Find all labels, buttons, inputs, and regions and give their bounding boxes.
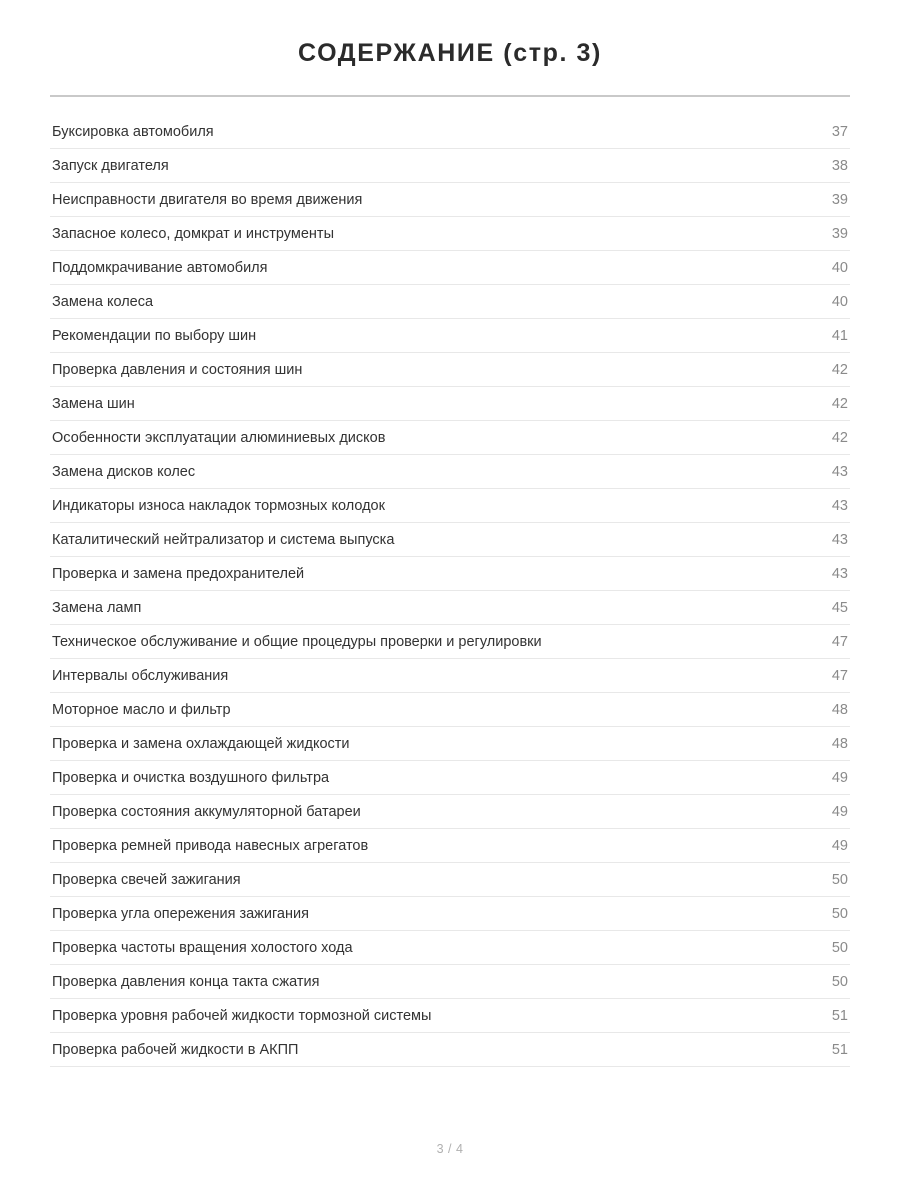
toc-entry-label: Проверка и замена охлаждающей жидкости (52, 736, 350, 753)
toc-entry-page-number: 49 (831, 770, 848, 787)
toc-entry-label: Замена ламп (52, 600, 142, 617)
toc-row[interactable] (50, 1033, 850, 1067)
toc-entry-page-number: 40 (831, 294, 848, 311)
toc-entry-page-number: 48 (831, 736, 848, 753)
toc-entry-label: Замена шин (52, 396, 135, 413)
toc-entry-page-number: 49 (831, 804, 848, 821)
toc-entry-label: Запасное колесо, домкрат и инструменты (52, 226, 334, 243)
toc-row[interactable] (50, 489, 850, 523)
toc-entry-label: Проверка давления конца такта сжатия (52, 974, 320, 991)
toc-row[interactable] (50, 965, 850, 999)
toc-row[interactable] (50, 999, 850, 1033)
toc-entry-label: Поддомкрачивание автомобиля (52, 260, 268, 277)
toc-row[interactable] (50, 557, 850, 591)
page-footer: 3 / 4 (436, 1142, 464, 1156)
toc-row[interactable] (50, 931, 850, 965)
toc-entry-page-number: 41 (831, 328, 848, 345)
toc-row[interactable] (50, 115, 850, 149)
toc-entry-page-number: 50 (831, 974, 848, 991)
toc-row[interactable] (50, 387, 850, 421)
toc-row[interactable] (50, 183, 850, 217)
toc-row[interactable] (50, 659, 850, 693)
toc-entry-label: Интервалы обслуживания (52, 668, 229, 685)
toc-row[interactable] (50, 693, 850, 727)
toc-entry-page-number: 40 (831, 260, 848, 277)
toc-entry-page-number: 42 (831, 430, 848, 447)
toc-entry-label: Проверка угла опережения зажигания (52, 906, 309, 923)
toc-row[interactable] (50, 421, 850, 455)
toc-entry-page-number: 49 (831, 838, 848, 855)
toc-entry-page-number: 42 (831, 396, 848, 413)
toc-entry-label: Индикаторы износа накладок тормозных колодок (52, 498, 385, 515)
toc-entry-page-number: 38 (831, 158, 848, 175)
toc-entry-label: Проверка и замена предохранителей (52, 566, 305, 583)
toc-entry-page-number: 43 (831, 532, 848, 549)
toc-row[interactable] (50, 149, 850, 183)
toc-row[interactable] (50, 251, 850, 285)
toc-entry-label: Моторное масло и фильтр (52, 702, 231, 719)
toc-entry-page-number: 50 (831, 906, 848, 923)
toc-row[interactable] (50, 829, 850, 863)
toc-entry-label: Буксировка автомобиля (52, 124, 214, 141)
toc-row[interactable] (50, 285, 850, 319)
toc-entry-label: Проверка давления и состояния шин (52, 362, 303, 379)
toc-entry-label: Проверка рабочей жидкости в АКПП (52, 1042, 299, 1059)
toc-entry-page-number: 51 (831, 1042, 848, 1059)
toc-entry-label: Замена дисков колес (52, 464, 196, 481)
toc-entry-page-number: 39 (831, 192, 848, 209)
toc-entry-page-number: 48 (831, 702, 848, 719)
toc-entry-page-number: 47 (831, 668, 848, 685)
toc-entry-label: Каталитический нейтрализатор и система выпуска (52, 532, 395, 549)
toc-row[interactable] (50, 625, 850, 659)
toc-entry-page-number: 50 (831, 872, 848, 889)
toc-row[interactable] (50, 761, 850, 795)
toc-row[interactable] (50, 319, 850, 353)
page-title: СОДЕРЖАНИЕ (стр. 3) (298, 39, 602, 67)
toc-row[interactable] (50, 863, 850, 897)
toc-entry-page-number: 42 (831, 362, 848, 379)
toc-row[interactable] (50, 217, 850, 251)
toc-entry-label: Проверка ремней привода навесных агрегатов (52, 838, 369, 855)
toc-entry-page-number: 43 (831, 566, 848, 583)
toc-entry-page-number: 37 (831, 124, 848, 141)
toc-row[interactable] (50, 353, 850, 387)
toc-entry-label: Проверка уровня рабочей жидкости тормозной системы (52, 1008, 432, 1025)
toc-row[interactable] (50, 591, 850, 625)
toc-entry-label: Проверка частоты вращения холостого хода (52, 940, 353, 957)
toc-entry-label: Проверка состояния аккумуляторной батареи (52, 804, 361, 821)
toc-entry-label: Техническое обслуживание и общие процедуры проверки и регулировки (52, 634, 542, 651)
toc-entry-label: Неисправности двигателя во время движения (52, 192, 363, 209)
toc-entry-label: Запуск двигателя (52, 158, 169, 175)
title-divider (50, 95, 850, 97)
toc-row[interactable] (50, 523, 850, 557)
table-of-contents (50, 115, 850, 1067)
toc-entry-label: Рекомендации по выбору шин (52, 328, 257, 345)
toc-row[interactable] (50, 897, 850, 931)
toc-entry-page-number: 39 (831, 226, 848, 243)
toc-row[interactable] (50, 795, 850, 829)
toc-entry-page-number: 43 (831, 464, 848, 481)
toc-entry-label: Проверка и очистка воздушного фильтра (52, 770, 330, 787)
toc-entry-page-number: 43 (831, 498, 848, 515)
toc-entry-label: Особенности эксплуатации алюминиевых дисков (52, 430, 386, 447)
toc-entry-page-number: 50 (831, 940, 848, 957)
toc-entry-label: Замена колеса (52, 294, 154, 311)
toc-entry-page-number: 51 (831, 1008, 848, 1025)
toc-entry-page-number: 47 (831, 634, 848, 651)
toc-entry-page-number: 45 (831, 600, 848, 617)
toc-row[interactable] (50, 455, 850, 489)
toc-row[interactable] (50, 727, 850, 761)
toc-entry-label: Проверка свечей зажигания (52, 872, 241, 889)
